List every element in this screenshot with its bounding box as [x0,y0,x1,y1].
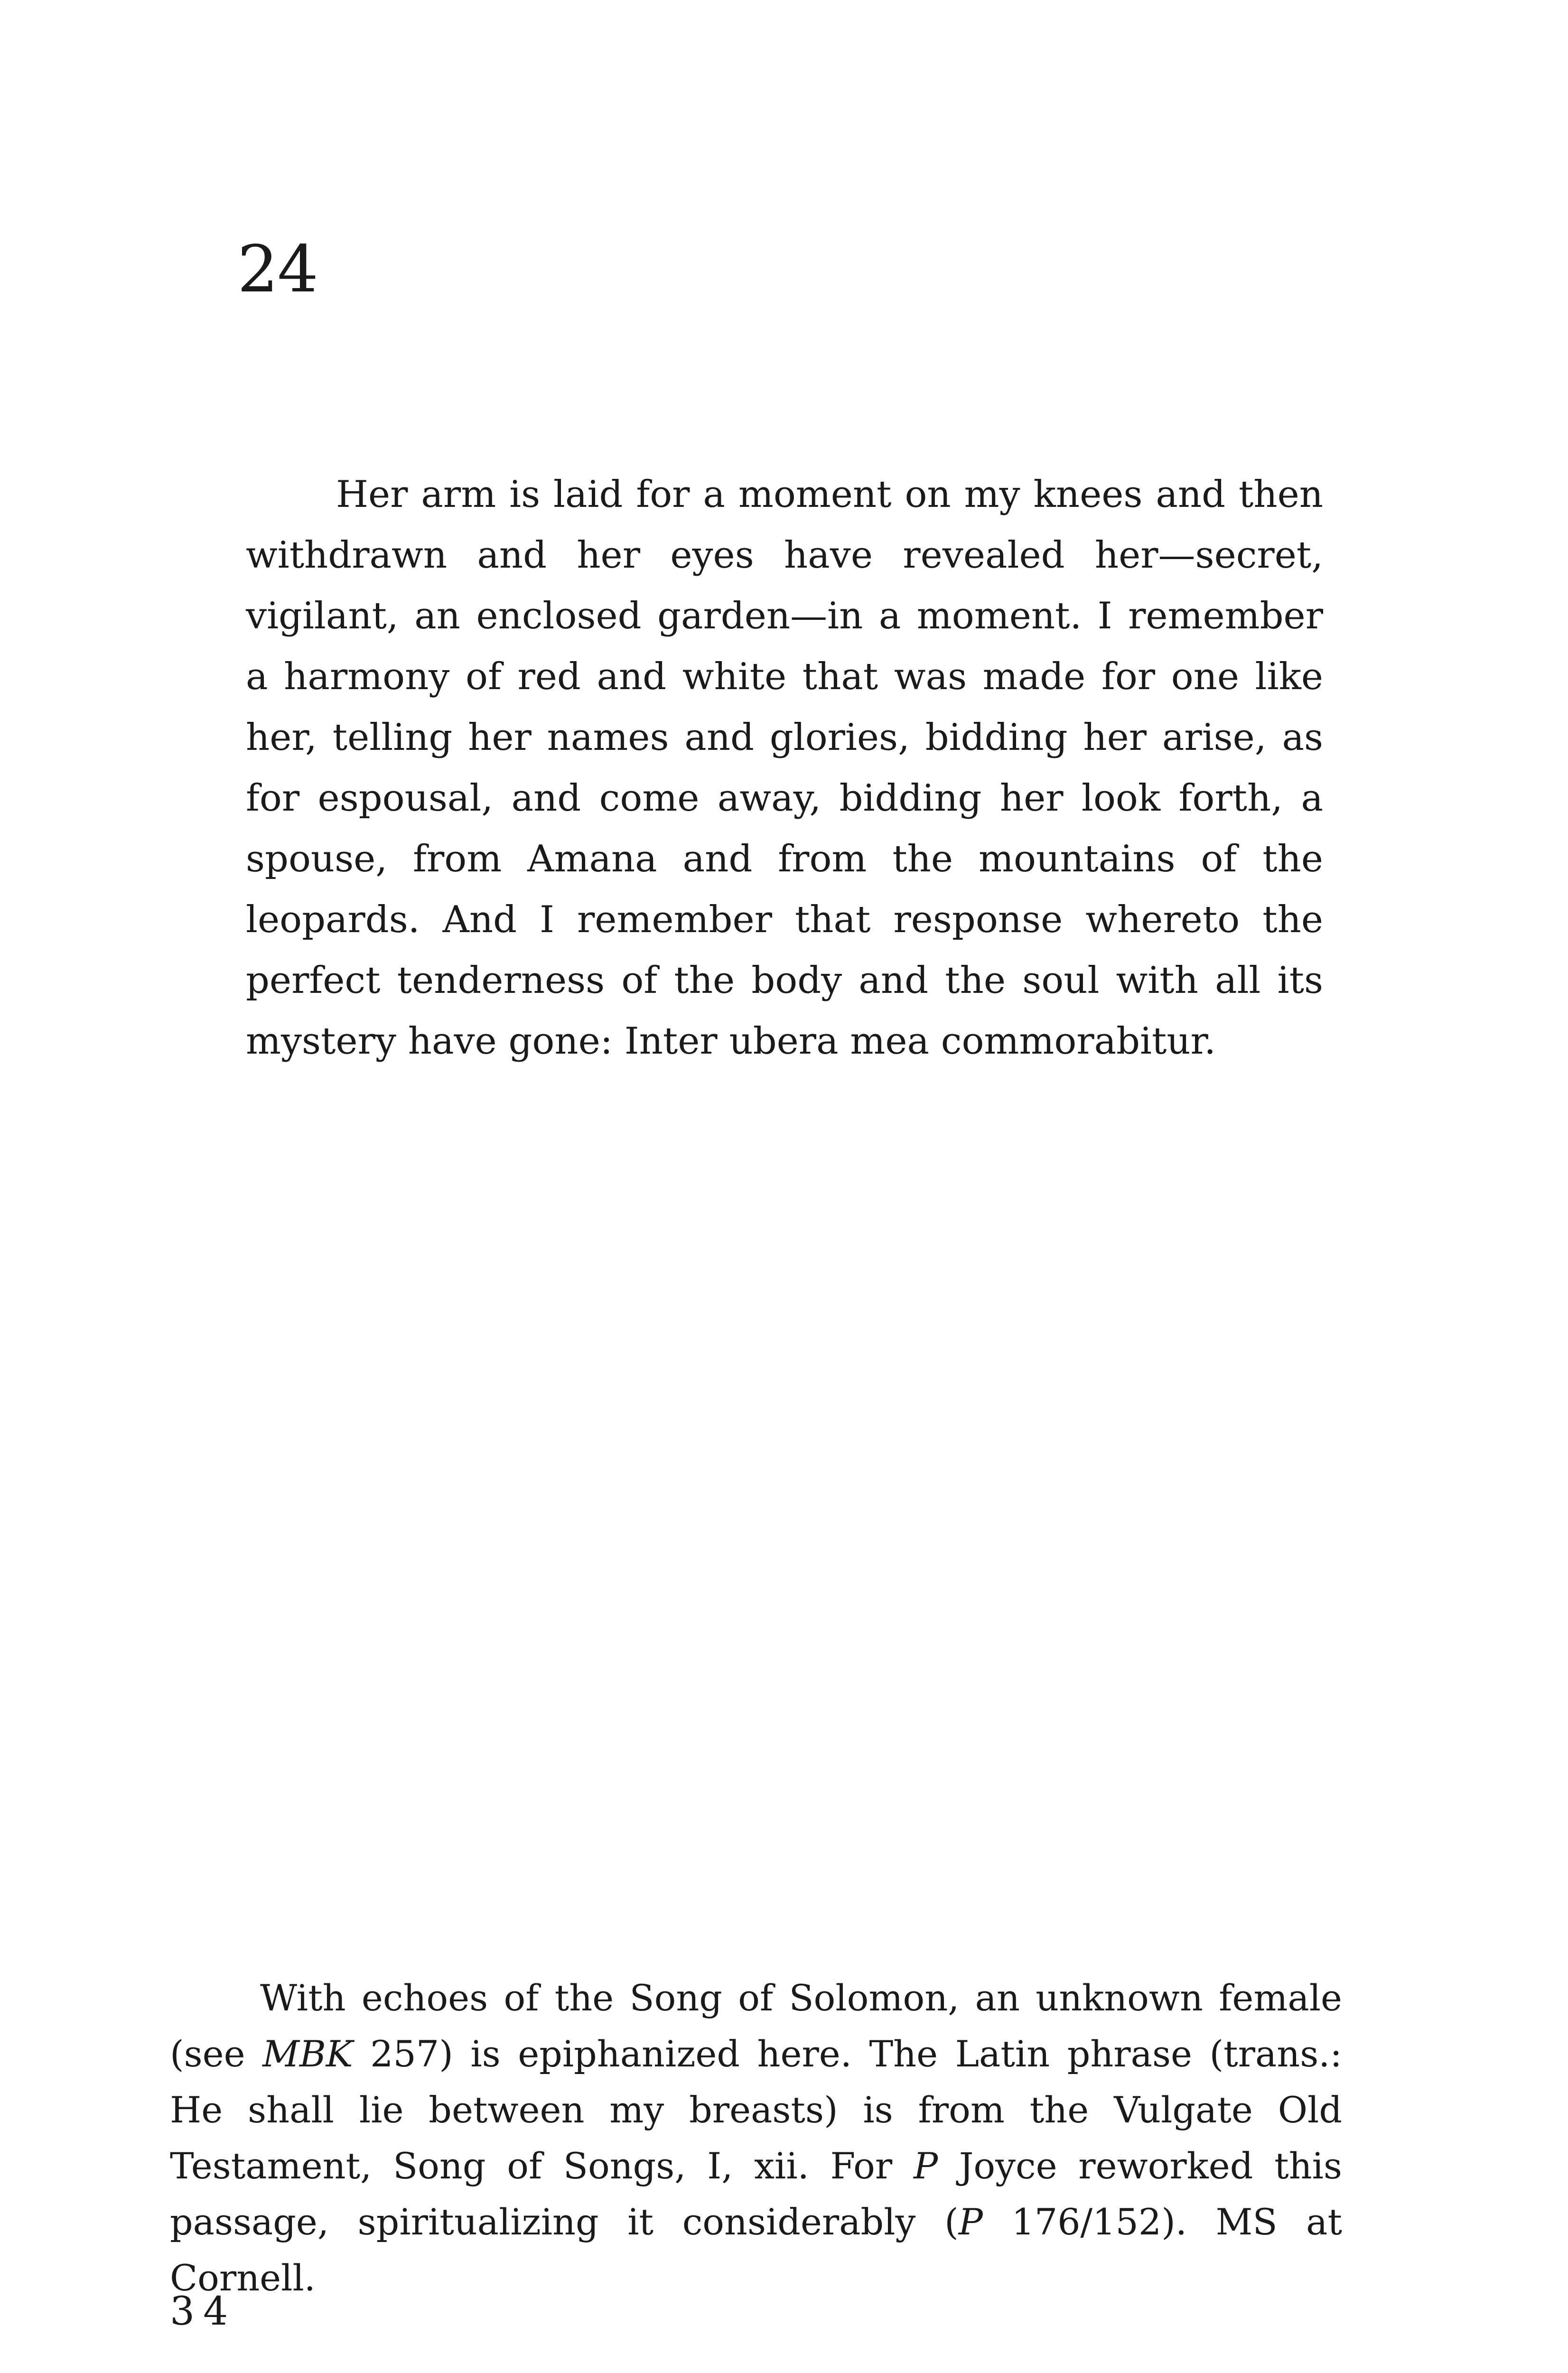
epiphany-number: 24 [237,232,318,307]
note-part-3: Joyce reworked this passage, spiritualizing it considerably ( [170,2145,1342,2243]
editorial-note [170,1970,1342,2306]
epiphany-paragraph [246,464,1323,1072]
note-part-2: 257) is epiphanized here. The Latin phrase (trans.: He shall lie between my breasts) is from the Vulgate Old Testament, Song of Songs, I, xii. For [170,2033,1342,2187]
note-ref-mbk: MBK [262,2033,353,2075]
note-part-1: With echoes of the Song of Solomon, an unknown female (see [170,1977,1342,2075]
note-ref-p-1: P [913,2145,938,2187]
epiphany-text: Her arm is laid for a moment on my knees and then withdrawn and her eyes have revealed her—secret, vigilant, an enclosed garden—in a moment. I remember a harmony of red and white that was made for one like her, telling her names and glories, bidding her arise, as for espousal, and come away, bidding her look forth, a spouse, from Amana and from the mountains of the leopards. And I remember that response whereto the perfect tenderness of the body and the soul with all its mystery have gone: Inter ubera mea commorabitur. [246,473,1323,1063]
note-ref-p-2: P [958,2201,983,2243]
page-number: 34 [170,2289,237,2334]
note-part-4: 176/152). MS at Cornell. [170,2201,1342,2299]
